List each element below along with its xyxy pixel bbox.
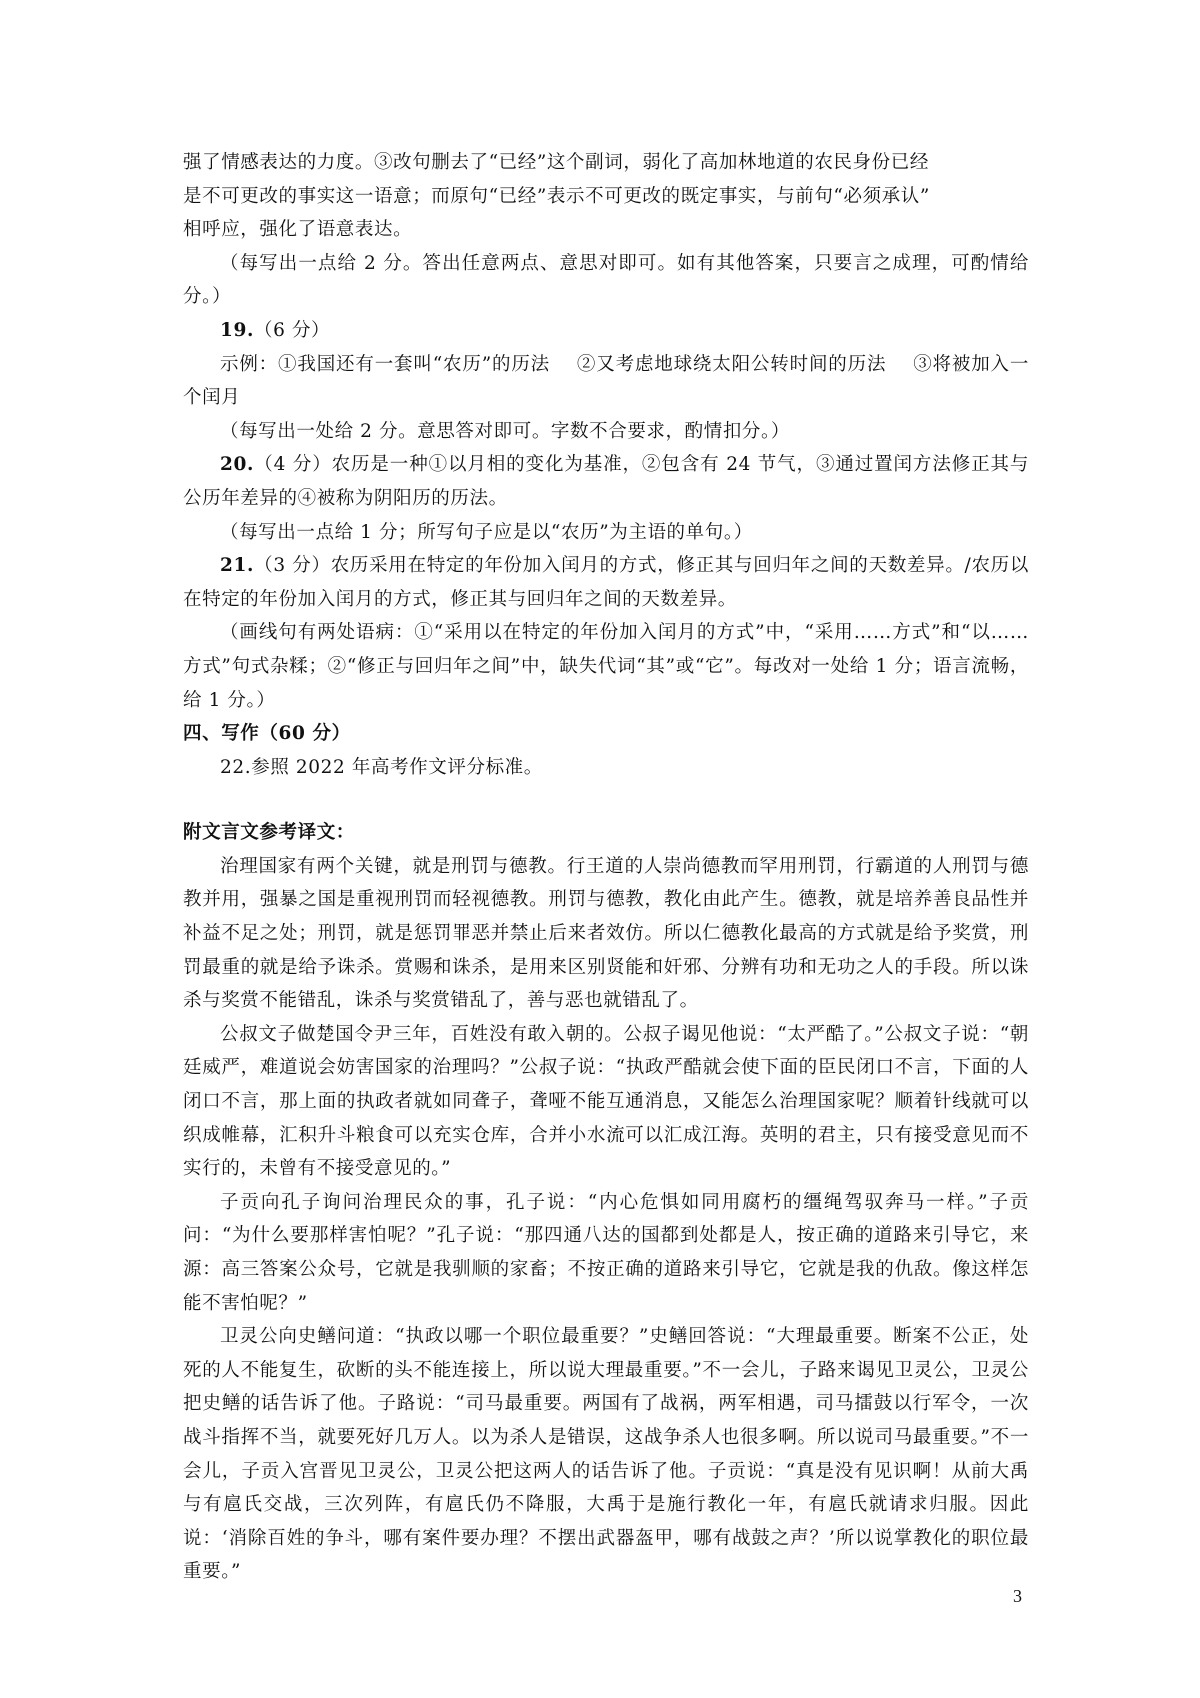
translation-paragraph-2: 公叔文子做楚国令尹三年，百姓没有敢入朝的。公叔子谒见他说：“太严酷了。”公叔文子说：“朝廷威严，难道说会妨害国家的治理吗？”公叔子说：“执政严酷就会使下面的臣民闭口不言，下面的人闭口不言，那上面的执政者就如同聋子，聋哑不能互通消息，又能怎么治理国家呢？顺着针线就可以织成帷幕，汇积升斗粮食可以充实仓库，合并小水流可以汇成江海。英明的君主，只有接受意见而不实行的，未曾有不接受意见的。” (183, 1023, 1029, 1180)
section-spacer (183, 784, 1029, 816)
translation-paragraph-4: 卫灵公向史鳝问道：“执政以哪一个职位最重要？”史鳝回答说：“大理最重要。断案不公正，处死的人不能复生，砍断的头不能连接上，所以说大理最重要。”不一会儿，子路来谒见卫灵公，卫灵公把史鳝的话告诉了他。子路说：“司马最重要。两国有了战祸，两军相遇，司马擂鼓以行军令，一次战斗指挥不当，就要死好几万人。以为杀人是错误，这战争杀人也很多啊。所以说司马最重要。”不一会儿，子贡入宫晋见卫灵公，卫灵公把这两人的话告诉了他。子贡说：“真是没有见识啊！从前大禹与有扈氏交战，三次列阵，有扈氏仍不降服，大禹于是施行教化一年，有扈氏就请求归服。因此说：‘消除百姓的争斗，哪有案件要办理？不摆出武器盔甲，哪有战鼓之声？’所以说掌教化的职位最重要。” (183, 1326, 1029, 1583)
question-number: 22. (220, 756, 252, 778)
question-number: 21. (220, 555, 254, 577)
answer-21-text: （3 分）农历采用在特定的年份加入闰月的方式，修正其与回归年之间的天数差异。/农历以在特定的年份加入闰月的方式，修正其与回归年之间的天数差异。 (183, 555, 1029, 610)
answer-18-scoring-note: （每写出一点给 2 分。答出任意两点、意思对即可。如有其他答案，只要言之成理，可酌情给分。） (183, 252, 1029, 308)
question-score: （6 分） (254, 319, 331, 341)
page-number: 3 (1013, 1586, 1022, 1606)
answer-18-tail-line-2: 是不可更改的事实这一语意；而原句“已经”表示不可更改的既定事实，与前句“必须承认” (183, 185, 930, 207)
page-content (183, 146, 1029, 1589)
translation-heading: 附文言文参考译文： (183, 822, 355, 844)
answer-20-text: （4 分）农历是一种①以月相的变化为基准，②包含有 24 节气，③通过置闰方法修正其与公历年差异的④被称为阴阳历的历法。 (183, 454, 1029, 509)
question-number: 20. (220, 454, 254, 476)
question-number: 19. (220, 319, 254, 341)
answer-19-example: 示例：①我国还有一套叫“农历”的历法 ②又考虑地球绕太阳公转时间的历法 ③将被加入一个闰月 (183, 353, 1029, 409)
answer-22-text: 参照 2022 年高考作文评分标准。 (251, 756, 543, 778)
translation-paragraph-1: 治理国家有两个关键，就是刑罚与德教。行王道的人崇尚德教而罕用刑罚，行霸道的人刑罚与德教并用，强暴之国是重视刑罚而轻视德教。刑罚与德教，教化由此产生。德教，就是培养善良品性并补益不足之处；刑罚，就是惩罚罪恶并禁止后来者效仿。所以仁德教化最高的方式就是给予奖赏，刑罚最重的就是给予诛杀。赏赐和诛杀，是用来区别贤能和奸邪、分辨有功和无功之人的手段。所以诛杀与奖赏不能错乱，诛杀与奖赏错乱了，善与恶也就错乱了。 (183, 855, 1029, 1012)
writing-section-heading: 四、写作（60 分） (183, 723, 351, 745)
answer-21-scoring-note: （画线句有两处语病：①“采用以在特定的年份加入闰月的方式”中，“采用……方式”和“以……方式”句式杂糅；②“修正与回归年之间”中，缺失代词“其”或“它”。每改对一处给 1 分；语言流畅，给 1 分。） (183, 622, 1029, 711)
answer-19-heading (183, 314, 1029, 348)
answer-21 (183, 549, 1029, 616)
answer-20 (183, 448, 1029, 515)
answer-20-scoring-note: （每写出一点给 1 分；所写句子应是以“农历”为主语的单句。） (220, 521, 753, 543)
answer-18-tail-line-3: 相呼应，强化了语意表达。 (183, 219, 413, 241)
answer-18-tail-line-1: 强了情感表达的力度。③改句删去了“已经”这个副词，弱化了高加林地道的农民身份已经 (183, 152, 929, 173)
answer-22 (183, 751, 1029, 785)
translation-paragraph-3: 子贡向孔子询问治理民众的事，孔子说：“内心危惧如同用腐朽的缰绳驾驭奔马一样。”子贡问：“为什么要那样害怕呢？”孔子说：“那四通八达的国都到处都是人，按正确的道路来引导它，来源：高三答案公众号，它就是我驯顺的家畜；不按正确的道路来引导它，它就是我的仇敌。像这样怎能不害怕呢？” (183, 1191, 1029, 1314)
answer-19-scoring-note: （每写出一处给 2 分。意思答对即可。字数不合要求，酌情扣分。） (220, 420, 790, 442)
